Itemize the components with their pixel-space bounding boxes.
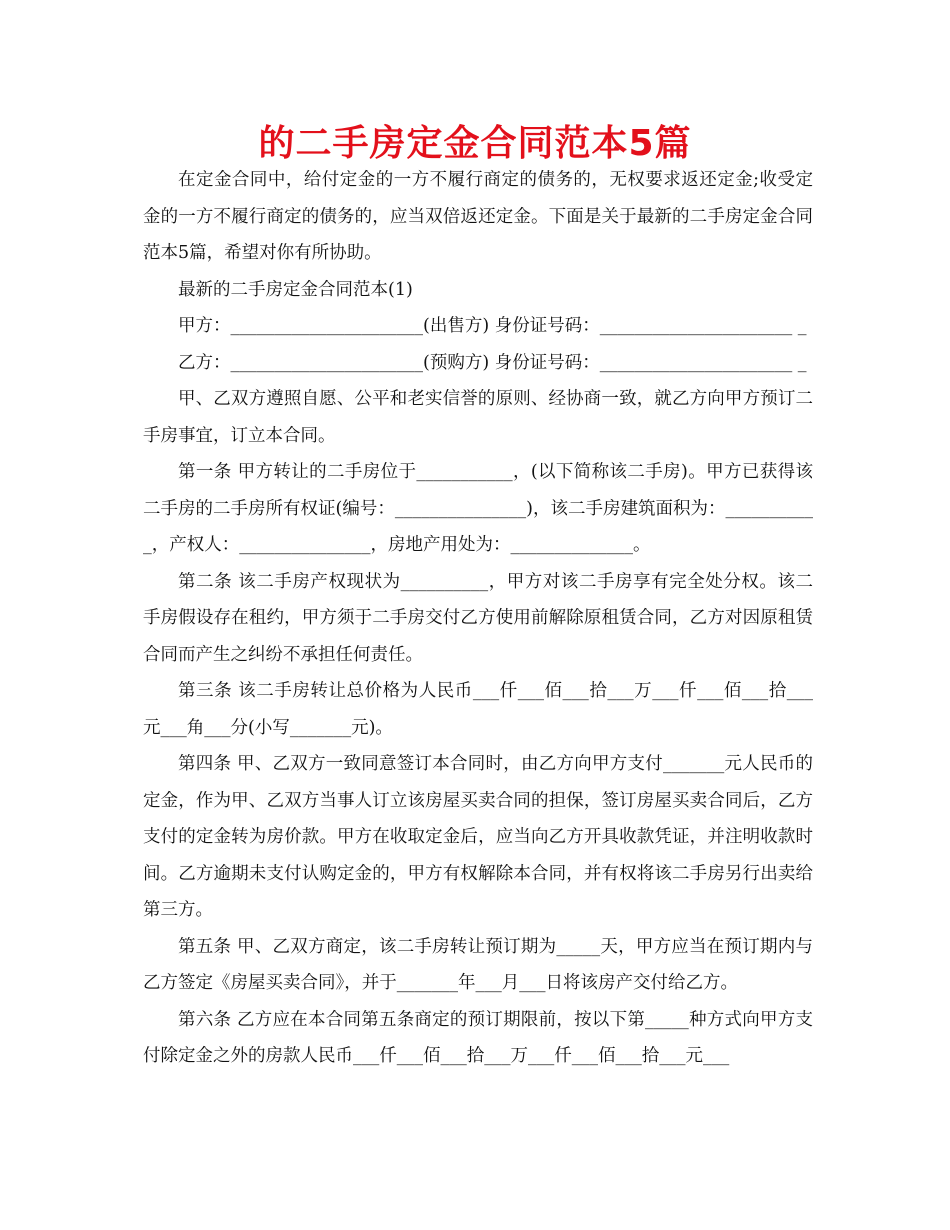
document-title: 的二手房定金合同范本5篇 — [258, 123, 692, 164]
paragraph-preamble: 甲、乙双方遵照自愿、公平和老实信誉的原则、经协商一致，就乙方向甲方预订二手房事宜，订立本合同。 — [143, 389, 813, 446]
paragraph-article-1: 第一条 甲方转让的二手房位于___________，(以下简称该二手房)。甲方已获得该二手房的二手房所有权证(编号：_______________)，该二手房建筑面积为：___________，产权人：_______________，房地产用处为：______________。 — [143, 462, 813, 555]
paragraph-article-6: 第六条 乙方应在本合同第五条商定的预订期限前，按以下第_____种方式向甲方支付除定金之外的房款人民币___仟___佰___拾___万___仟___佰___拾___元___ — [143, 1009, 813, 1066]
paragraph-article-5: 第五条 甲、乙双方商定，该二手房转让预订期为_____天，甲方应当在预订期内与乙方签定《房屋买卖合同》，并于_______年___月___日将该房产交付给乙方。 — [143, 936, 813, 993]
paragraph-party-a: 甲方：______________________(出售方) 身份证号码：______________________ _ — [178, 316, 807, 336]
paragraph-section-heading: 最新的二手房定金合同范本(1) — [178, 279, 413, 300]
paragraph-article-4: 第四条 甲、乙双方一致同意签订本合同时，由乙方向甲方支付_______元人民币的定金，作为甲、乙双方当事人订立该房屋买卖合同的担保，签订房屋买卖合同后，乙方支付的定金转为房价款。甲方在收取定金后，应当向乙方开具收款凭证，并注明收款时间。乙方逾期未支付认购定金的，甲方有权解除本合同，并有权将该二手房另行出卖给第三方。 — [143, 754, 813, 920]
paragraph-article-2: 第二条 该二手房产权现状为__________，甲方对该二手房享有完全处分权。该二手房假设存在租约，甲方须于二手房交付乙方使用前解除原租赁合同，乙方对因原租赁合同而产生之纠纷不承担任何责任。 — [143, 571, 813, 665]
document-body — [143, 162, 813, 1075]
paragraph-intro: 在定金合同中，给付定金的一方不履行商定的债务的，无权要求返还定金;收受定金的一方不履行商定的债务的，应当双倍返还定金。下面是关于最新的二手房定金合同范本5篇，希望对你有所协助。 — [143, 170, 813, 263]
paragraph-party-b: 乙方：______________________(预购方) 身份证号码：______________________ _ — [178, 352, 807, 373]
paragraph-article-3: 第三条 该二手房转让总价格为人民币___仟___佰___拾___万___仟___佰___拾___元___角___分(小写_______元)。 — [143, 681, 813, 738]
